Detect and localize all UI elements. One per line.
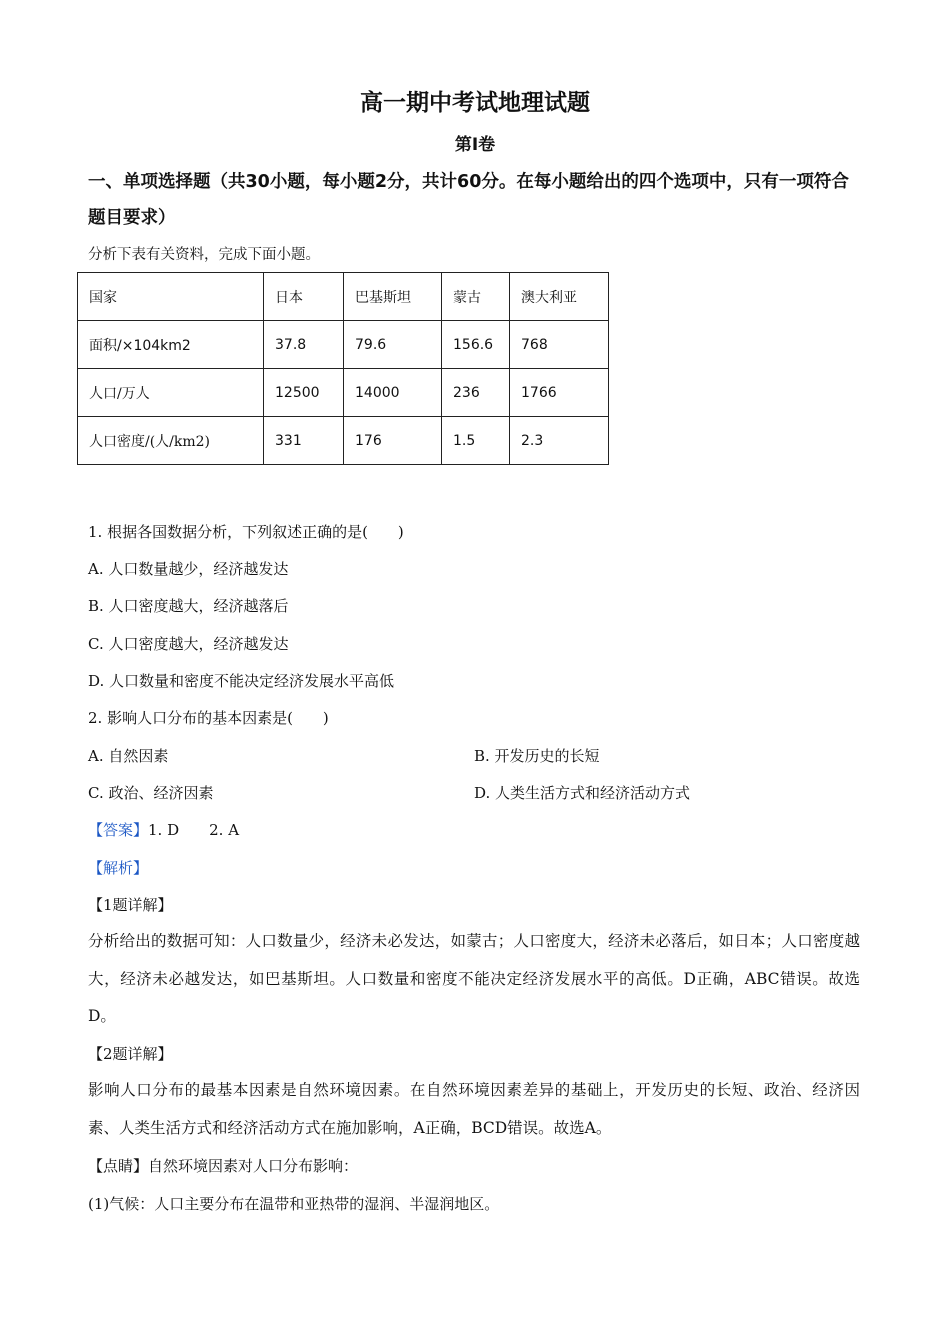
analysis-line <box>88 857 148 878</box>
answer-tag: 【答案】 <box>88 821 149 839</box>
table-header-cell: 巴基斯坦 <box>344 273 442 321</box>
table-cell: 人口/万人 <box>78 369 264 417</box>
question-1-option-a: A. 人口数量越少，经济越发达 <box>88 560 289 578</box>
table-cell: 面积/×104km2 <box>78 321 264 369</box>
section-heading: 一、单项选择题（共30小题，每小题2分，共计60分。在每小题给出的四个选项中，只有一项符合题目要求） <box>88 172 849 228</box>
analysis-tag: 【解析】 <box>88 859 149 877</box>
question-1-stem: 1. 根据各国数据分析，下列叙述正确的是( ) <box>88 523 404 541</box>
tip-text: 自然环境因素对人口分布影响： <box>148 1157 359 1175</box>
table-cell: 12500 <box>264 369 344 417</box>
table-cell: 156.6 <box>442 321 510 369</box>
table-cell: 176 <box>344 417 442 465</box>
volume-heading: 第Ⅰ卷 <box>454 135 496 155</box>
question-2-option-d: D. 人类生活方式和经济活动方式 <box>474 784 691 802</box>
question-2-option-c: C. 政治、经济因素 <box>88 784 214 802</box>
table-header-cell: 国家 <box>78 273 264 321</box>
table-cell: 768 <box>510 321 609 369</box>
table-cell: 2.3 <box>510 417 609 465</box>
question-2-stem: 2. 影响人口分布的基本因素是( ) <box>88 709 329 727</box>
country-data-table <box>77 272 609 465</box>
page-title: 高一期中考试地理试题 <box>360 90 590 116</box>
table-cell: 331 <box>264 417 344 465</box>
table-cell: 1.5 <box>442 417 510 465</box>
intro-text: 分析下表有关资料，完成下面小题。 <box>88 247 320 263</box>
detail-2-text: 影响人口分布的最基本因素是自然环境因素。在自然环境因素差异的基础上，开发历史的长短、政治、经济因素、人类生活方式和经济活动方式在施加影响，A正确，BCD错误。故选A。 <box>88 1081 860 1137</box>
detail-2-heading: 【2题详解】 <box>88 1045 173 1063</box>
table-cell: 人口密度/(人/km2) <box>78 417 264 465</box>
answer-text: 1. D 2. A <box>148 821 240 839</box>
table-header-cell: 蒙古 <box>442 273 510 321</box>
table-header-row <box>78 273 609 321</box>
detail-1-text: 分析给出的数据可知：人口数量少，经济未必发达，如蒙古；人口密度大，经济未必落后，如日本；人口密度越大，经济未必越发达，如巴基斯坦。人口数量和密度不能决定经济发展水平的高低。D正确，ABC错误。故选D。 <box>88 932 860 1025</box>
detail-1-heading: 【1题详解】 <box>88 896 173 914</box>
table-cell: 14000 <box>344 369 442 417</box>
tip-line <box>88 1155 358 1176</box>
table-header-cell: 澳大利亚 <box>510 273 609 321</box>
question-1-option-c: C. 人口密度越大，经济越发达 <box>88 635 289 653</box>
table-cell: 1766 <box>510 369 609 417</box>
table-cell: 236 <box>442 369 510 417</box>
answer-line <box>88 819 239 840</box>
table-row <box>78 417 609 465</box>
table-row <box>78 369 609 417</box>
question-2-option-a: A. 自然因素 <box>88 747 169 765</box>
tip-item-1: (1)气候：人口主要分布在温带和亚热带的湿润、半湿润地区。 <box>88 1195 500 1213</box>
table-cell: 37.8 <box>264 321 344 369</box>
question-2-option-b: B. 开发历史的长短 <box>474 747 600 765</box>
question-1-option-b: B. 人口密度越大，经济越落后 <box>88 597 289 615</box>
tip-tag: 【点睛】 <box>88 1157 149 1175</box>
question-1-option-d: D. 人口数量和密度不能决定经济发展水平高低 <box>88 672 395 690</box>
table-row <box>78 321 609 369</box>
table-cell: 79.6 <box>344 321 442 369</box>
table-header-cell: 日本 <box>264 273 344 321</box>
